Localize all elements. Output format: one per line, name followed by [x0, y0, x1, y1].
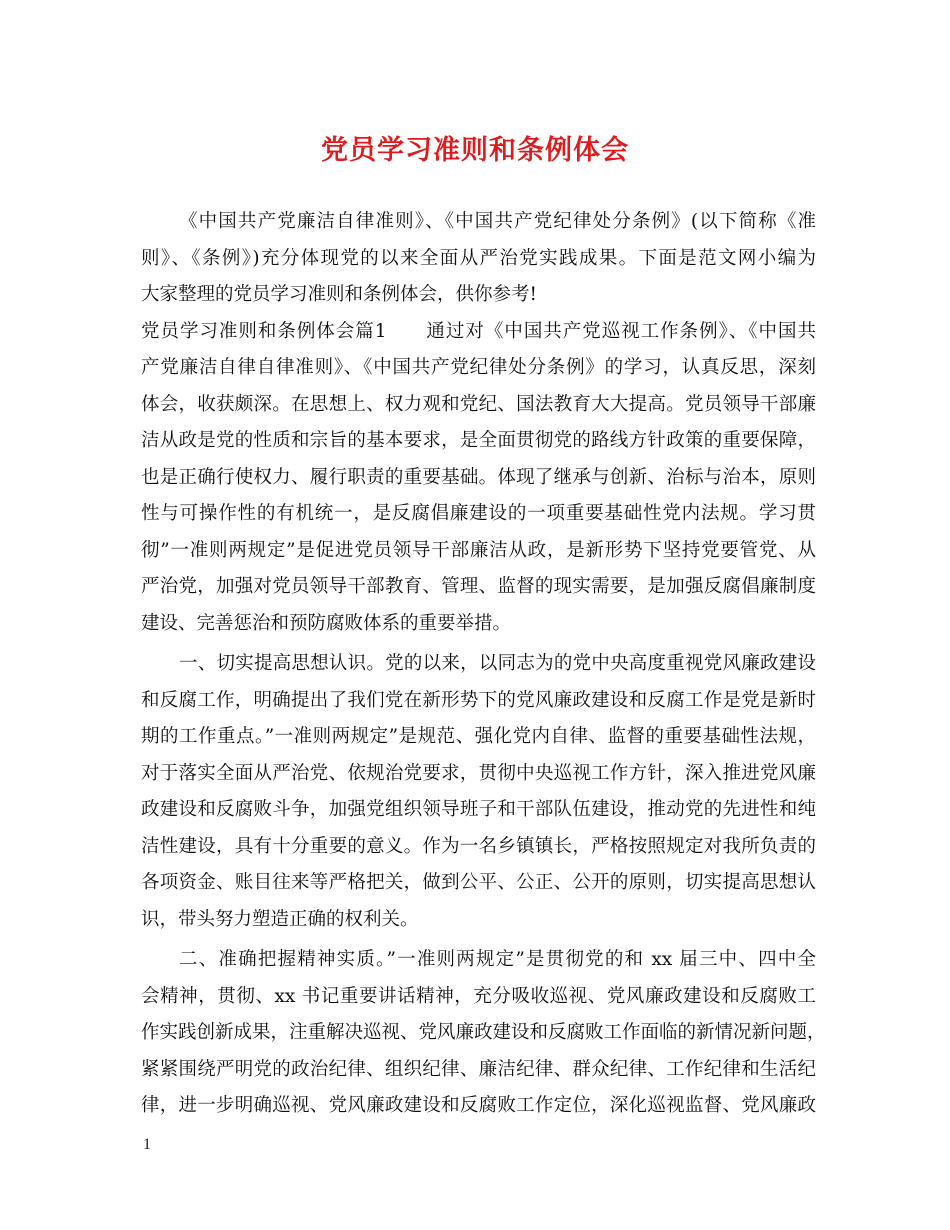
text-line: 彻”一准则两规定”是促进党员领导干部廉洁从政，是新形势下坚持党要管党、从 — [141, 539, 816, 561]
text-line: 作实践创新成果，注重解决巡视、党风廉政建设和反腐败工作面临的新情况新问题， — [141, 1022, 826, 1043]
text-line: 紧紧围绕严明党的政治纪律、组织纪律、廉洁纪律、群众纪律、工作纪律和生活纪 — [141, 1058, 816, 1080]
page-number: 1 — [143, 1136, 151, 1153]
text-line: 洁从政是党的性质和宗旨的基本要求，是全面贯彻党的路线方针政策的重要保障， — [141, 430, 816, 451]
text-line: 大家整理的党员学习准则和条例体会，供你参考! — [141, 284, 537, 305]
text-line: 则》、《条例》)充分体现党的以来全面从严治党实践成果。下面是范文网小编为 — [141, 247, 816, 269]
text-line: 识，带头努力塑造正确的权利关。 — [141, 908, 419, 930]
text-line: 严治党，加强对党员领导干部教育、管理、监督的现实需要，是加强反腐倡廉制度 — [141, 576, 816, 597]
page-title: 党员学习准则和条例体会 — [321, 135, 629, 166]
text-line: 性与可操作性的有机统一，是反腐倡廉建设的一项重要基础性党内法规。学习贯 — [141, 503, 816, 524]
text-line: 会精神，贯彻、xx 书记重要讲话精神，充分吸收巡视、党风廉政建设和反腐败工 — [141, 985, 816, 1007]
text-line: 期的工作重点。”一准则两规定”是规范、强化党内自律、监督的重要基础性法规， — [141, 726, 816, 747]
text-line: 律，进一步明确巡视、党风廉政建设和反腐败工作定位，深化巡视监督、党风廉政 — [141, 1095, 816, 1116]
text-line: 党员学习准则和条例体会篇1 通过对《中国共产党巡视工作条例》、《中国共 — [141, 320, 816, 342]
text-line: 一、切实提高思想认识。党的以来，以同志为的党中央高度重视党风廉政建设 — [179, 653, 816, 674]
text-line: 《中国共产党廉洁自律准则》、《中国共产党纪律处分条例》(以下简称《准 — [179, 211, 816, 232]
text-line: 各项资金、账目往来等严格把关，做到公平、公正、公开的原则，切实提高思想认 — [141, 872, 816, 893]
text-line: 政建设和反腐败斗争，加强党组织领导班子和干部队伍建设，推动党的先进性和纯 — [141, 799, 816, 820]
text-line: 二、准确把握精神实质。”一准则两规定”是贯彻党的和 xx 届三中、四中全 — [179, 949, 816, 970]
text-line: 对于落实全面从严治党、依规治党要求，贯彻中央巡视工作方针，深入推进党风廉 — [141, 762, 816, 784]
text-line: 和反腐工作，明确提出了我们党在新形势下的党风廉政建设和反腐工作是党是新时 — [141, 689, 816, 711]
text-line: 体会，收获颇深。在思想上、权力观和党纪、国法教育大大提高。党员领导干部廉 — [141, 393, 816, 415]
document-body — [141, 204, 826, 1125]
text-line: 也是正确行使权力、履行职责的重要基础。体现了继承与创新、治标与治本，原则 — [141, 466, 816, 488]
text-line: 产党廉洁自律自律准则》、《中国共产党纪律处分条例》的学习，认真反思，深刻 — [141, 357, 816, 378]
text-line: 建设、完善惩治和预防腐败体系的重要举措。 — [141, 612, 512, 634]
text-line: 洁性建设，具有十分重要的意义。作为一名乡镇镇长，严格按照规定对我所负责的 — [141, 835, 816, 857]
